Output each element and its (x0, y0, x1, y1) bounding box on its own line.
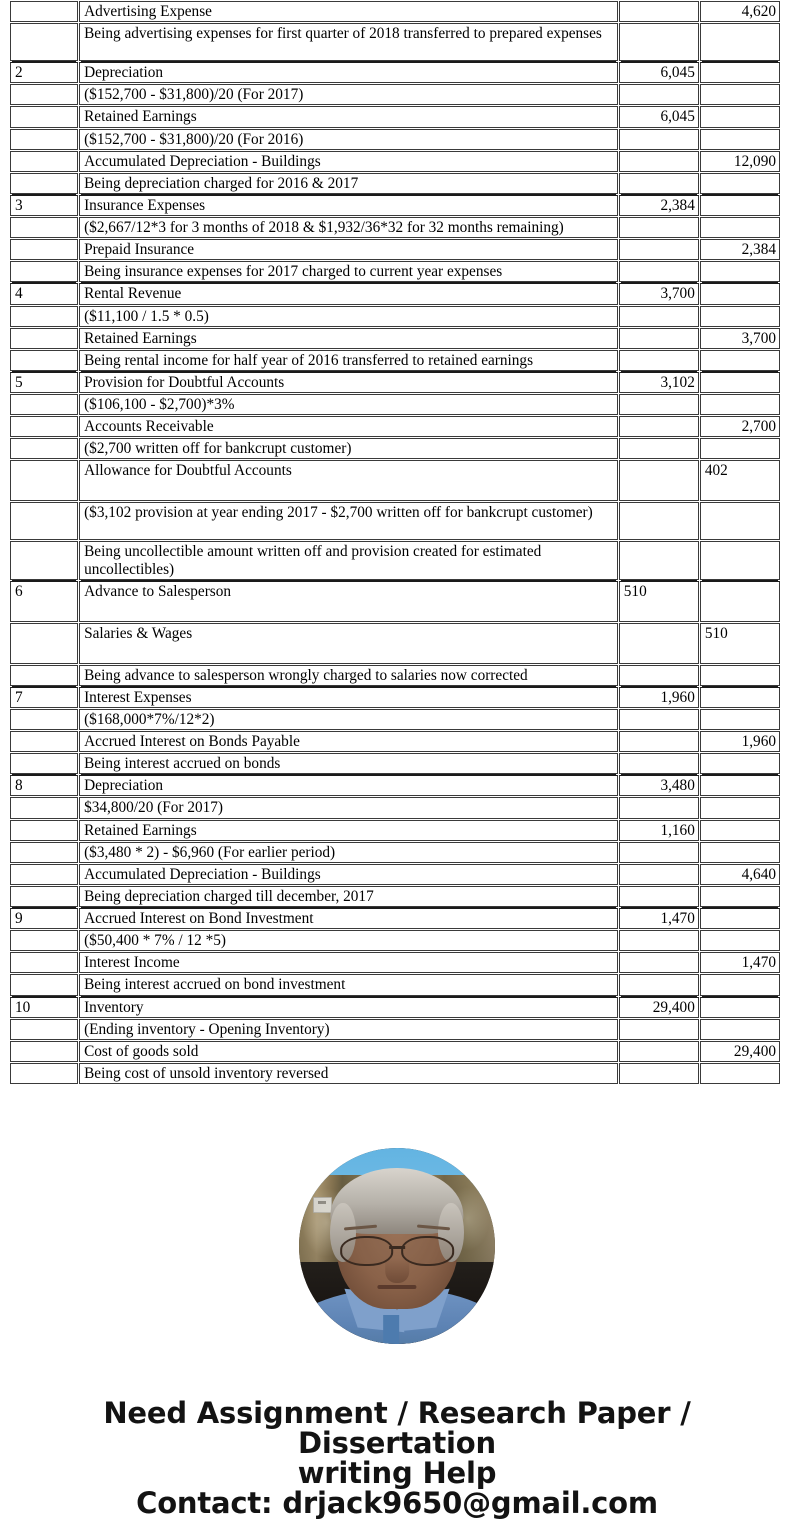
journal-row (10, 106, 780, 127)
journal-row (10, 261, 780, 282)
footer-promo-text (0, 1398, 794, 1519)
journal-cell-debit (619, 623, 699, 664)
journal-row (10, 930, 780, 951)
journal-cell-credit: 3,700 (700, 328, 780, 349)
journal-cell-number (10, 306, 78, 327)
journal-cell-description: Being depreciation charged till december, 2017 (79, 886, 618, 907)
journal-row (10, 842, 780, 863)
journal-cell-description: Interest Expenses (79, 687, 618, 708)
journal-cell-credit (700, 997, 780, 1018)
journal-cell-description: Depreciation (79, 775, 618, 796)
journal-cell-credit (700, 372, 780, 393)
journal-cell-description: ($3,102 provision at year ending 2017 - $2,700 written off for bankcrupt customer) (79, 502, 618, 540)
journal-cell-debit: 2,384 (619, 195, 699, 216)
journal-cell-credit: 510 (700, 623, 780, 664)
journal-cell-debit (619, 328, 699, 349)
journal-row (10, 438, 780, 459)
journal-cell-number (10, 842, 78, 863)
journal-cell-debit (619, 394, 699, 415)
journal-cell-number: 7 (10, 687, 78, 708)
journal-entries-table (9, 0, 781, 1085)
journal-cell-number (10, 394, 78, 415)
journal-row (10, 502, 780, 540)
avatar (299, 1148, 495, 1344)
journal-cell-number (10, 173, 78, 194)
journal-cell-number (10, 974, 78, 995)
journal-cell-debit: 510 (619, 581, 699, 622)
journal-cell-number (10, 753, 78, 774)
journal-cell-number (10, 261, 78, 282)
journal-row (10, 306, 780, 327)
journal-cell-debit: 3,102 (619, 372, 699, 393)
journal-cell-credit: 4,620 (700, 1, 780, 22)
journal-row (10, 541, 780, 579)
journal-cell-description: Being rental income for half year of 2016 transferred to retained earnings (79, 350, 618, 371)
journal-cell-description: Advertising Expense (79, 1, 618, 22)
journal-cell-credit (700, 797, 780, 818)
journal-cell-credit: 12,090 (700, 151, 780, 172)
journal-row (10, 687, 780, 708)
footer-line-2: writing Help (297, 1456, 497, 1491)
journal-cell-credit (700, 23, 780, 61)
journal-cell-credit (700, 908, 780, 929)
journal-row (10, 581, 780, 622)
journal-cell-credit (700, 541, 780, 579)
journal-row (10, 460, 780, 501)
journal-cell-credit (700, 62, 780, 83)
journal-cell-number: 10 (10, 997, 78, 1018)
journal-cell-credit (700, 1063, 780, 1084)
journal-cell-description: ($2,667/12*3 for 3 months of 2018 & $1,932/36*32 for 32 months remaining) (79, 217, 618, 238)
journal-row (10, 753, 780, 774)
journal-cell-description: Depreciation (79, 62, 618, 83)
journal-cell-credit: 2,384 (700, 239, 780, 260)
journal-row (10, 84, 780, 105)
journal-row (10, 731, 780, 752)
journal-cell-debit (619, 1, 699, 22)
journal-cell-number (10, 1041, 78, 1062)
journal-row (10, 23, 780, 61)
journal-cell-credit (700, 709, 780, 730)
journal-cell-credit (700, 261, 780, 282)
journal-cell-description: Retained Earnings (79, 328, 618, 349)
journal-cell-credit (700, 283, 780, 304)
journal-cell-description: ($152,700 - $31,800)/20 (For 2016) (79, 129, 618, 150)
photo-block (0, 1148, 794, 1349)
journal-table-body (10, 1, 780, 1084)
journal-cell-description: Being advance to salesperson wrongly charged to salaries now corrected (79, 665, 618, 686)
journal-cell-number (10, 731, 78, 752)
journal-cell-description: Retained Earnings (79, 820, 618, 841)
journal-cell-description: Being cost of unsold inventory reversed (79, 1063, 618, 1084)
journal-cell-description: Allowance for Doubtful Accounts (79, 460, 618, 501)
journal-cell-description: Accumulated Depreciation - Buildings (79, 864, 618, 885)
journal-cell-credit (700, 350, 780, 371)
journal-cell-debit (619, 797, 699, 818)
journal-cell-debit (619, 974, 699, 995)
journal-cell-number (10, 129, 78, 150)
journal-row (10, 239, 780, 260)
footer-line-3: Contact: drjack9650@gmail.com (136, 1486, 658, 1521)
journal-row (10, 195, 780, 216)
journal-cell-number (10, 709, 78, 730)
journal-cell-debit (619, 1019, 699, 1040)
journal-cell-debit: 1,470 (619, 908, 699, 929)
journal-cell-number (10, 502, 78, 540)
journal-row (10, 217, 780, 238)
journal-entries-table-wrapper (9, 0, 781, 1085)
journal-cell-credit (700, 753, 780, 774)
journal-cell-number (10, 460, 78, 501)
journal-cell-number (10, 239, 78, 260)
footer-line-1: Need Assignment / Research Paper / Dissertation (103, 1396, 691, 1461)
journal-row (10, 665, 780, 686)
journal-cell-description: Advance to Salesperson (79, 581, 618, 622)
journal-cell-debit (619, 239, 699, 260)
journal-cell-description: Accrued Interest on Bonds Payable (79, 731, 618, 752)
journal-row (10, 908, 780, 929)
journal-row (10, 709, 780, 730)
journal-cell-number (10, 416, 78, 437)
journal-cell-number (10, 151, 78, 172)
journal-cell-credit (700, 438, 780, 459)
journal-cell-debit: 1,960 (619, 687, 699, 708)
journal-cell-credit (700, 974, 780, 995)
journal-row (10, 173, 780, 194)
journal-cell-number (10, 1019, 78, 1040)
journal-cell-debit (619, 306, 699, 327)
person-nose (385, 1258, 409, 1283)
journal-cell-debit (619, 23, 699, 61)
journal-cell-debit (619, 709, 699, 730)
journal-cell-debit (619, 665, 699, 686)
journal-row (10, 372, 780, 393)
journal-cell-description: Being depreciation charged for 2016 & 2017 (79, 173, 618, 194)
journal-row (10, 151, 780, 172)
journal-cell-credit (700, 687, 780, 708)
journal-cell-credit (700, 581, 780, 622)
journal-cell-number (10, 350, 78, 371)
journal-cell-description: ($11,100 / 1.5 * 0.5) (79, 306, 618, 327)
journal-cell-debit (619, 864, 699, 885)
journal-row (10, 283, 780, 304)
journal-cell-debit (619, 886, 699, 907)
journal-cell-number (10, 217, 78, 238)
journal-row (10, 1019, 780, 1040)
journal-cell-description: ($152,700 - $31,800)/20 (For 2017) (79, 84, 618, 105)
journal-cell-credit: 4,640 (700, 864, 780, 885)
journal-row (10, 1041, 780, 1062)
journal-cell-debit (619, 151, 699, 172)
journal-cell-credit (700, 842, 780, 863)
journal-cell-number (10, 797, 78, 818)
journal-cell-number (10, 886, 78, 907)
journal-row (10, 886, 780, 907)
journal-cell-description: Provision for Doubtful Accounts (79, 372, 618, 393)
journal-cell-debit: 6,045 (619, 106, 699, 127)
journal-row (10, 350, 780, 371)
journal-cell-credit: 1,470 (700, 952, 780, 973)
journal-cell-description: Rental Revenue (79, 283, 618, 304)
journal-cell-credit (700, 665, 780, 686)
journal-cell-debit (619, 930, 699, 951)
journal-row (10, 623, 780, 664)
journal-cell-debit (619, 731, 699, 752)
journal-cell-description: Insurance Expenses (79, 195, 618, 216)
journal-cell-description: Accumulated Depreciation - Buildings (79, 151, 618, 172)
journal-cell-number (10, 23, 78, 61)
journal-cell-number: 4 (10, 283, 78, 304)
journal-cell-debit (619, 350, 699, 371)
journal-cell-debit (619, 460, 699, 501)
journal-row (10, 394, 780, 415)
journal-cell-number (10, 820, 78, 841)
journal-row (10, 952, 780, 973)
journal-cell-debit (619, 217, 699, 238)
journal-cell-description: Being advertising expenses for first quarter of 2018 transferred to prepared expenses (79, 23, 618, 61)
journal-cell-debit (619, 502, 699, 540)
journal-cell-description: Salaries & Wages (79, 623, 618, 664)
journal-cell-description: Retained Earnings (79, 106, 618, 127)
journal-cell-number (10, 1063, 78, 1084)
wall-switch-icon (313, 1197, 333, 1213)
journal-cell-number: 3 (10, 195, 78, 216)
journal-cell-debit: 3,480 (619, 775, 699, 796)
journal-row (10, 129, 780, 150)
journal-cell-description: ($3,480 * 2) - $6,960 (For earlier period) (79, 842, 618, 863)
journal-cell-debit (619, 173, 699, 194)
journal-cell-description: Being interest accrued on bonds (79, 753, 618, 774)
journal-cell-credit (700, 1019, 780, 1040)
journal-cell-number (10, 106, 78, 127)
journal-cell-debit (619, 952, 699, 973)
journal-cell-number (10, 930, 78, 951)
journal-cell-credit: 29,400 (700, 1041, 780, 1062)
journal-cell-number: 2 (10, 62, 78, 83)
journal-cell-description: $34,800/20 (For 2017) (79, 797, 618, 818)
journal-cell-debit: 3,700 (619, 283, 699, 304)
journal-cell-debit (619, 129, 699, 150)
journal-row (10, 797, 780, 818)
journal-cell-credit (700, 394, 780, 415)
journal-cell-description: Being interest accrued on bond investment (79, 974, 618, 995)
journal-cell-number (10, 541, 78, 579)
journal-row (10, 864, 780, 885)
journal-cell-number (10, 665, 78, 686)
journal-cell-credit (700, 306, 780, 327)
journal-cell-debit (619, 753, 699, 774)
journal-row (10, 974, 780, 995)
journal-cell-number: 9 (10, 908, 78, 929)
journal-cell-number (10, 1, 78, 22)
journal-cell-debit: 29,400 (619, 997, 699, 1018)
person-tie (383, 1315, 399, 1344)
journal-cell-description: ($50,400 * 7% / 12 *5) (79, 930, 618, 951)
journal-cell-debit (619, 84, 699, 105)
journal-cell-number: 6 (10, 581, 78, 622)
journal-cell-description: Interest Income (79, 952, 618, 973)
journal-cell-debit (619, 541, 699, 579)
journal-row (10, 997, 780, 1018)
journal-cell-credit (700, 775, 780, 796)
journal-row (10, 775, 780, 796)
journal-cell-description: Prepaid Insurance (79, 239, 618, 260)
journal-cell-credit (700, 217, 780, 238)
journal-cell-credit: 2,700 (700, 416, 780, 437)
eyeglass-bridge (389, 1246, 405, 1248)
journal-row (10, 328, 780, 349)
journal-cell-description: ($2,700 written off for bankcrupt customer) (79, 438, 618, 459)
journal-cell-description: Accounts Receivable (79, 416, 618, 437)
journal-cell-description: Being insurance expenses for 2017 charged to current year expenses (79, 261, 618, 282)
journal-cell-debit: 6,045 (619, 62, 699, 83)
journal-row (10, 1, 780, 22)
journal-cell-description: ($106,100 - $2,700)*3% (79, 394, 618, 415)
journal-cell-number (10, 623, 78, 664)
journal-cell-description: (Ending inventory - Opening Inventory) (79, 1019, 618, 1040)
journal-cell-debit (619, 416, 699, 437)
journal-cell-credit: 402 (700, 460, 780, 501)
journal-cell-number (10, 328, 78, 349)
journal-cell-credit (700, 820, 780, 841)
journal-cell-credit (700, 173, 780, 194)
journal-cell-number (10, 84, 78, 105)
journal-cell-debit (619, 1041, 699, 1062)
journal-cell-credit (700, 84, 780, 105)
journal-row (10, 820, 780, 841)
journal-cell-credit (700, 106, 780, 127)
journal-cell-debit (619, 261, 699, 282)
journal-cell-credit (700, 886, 780, 907)
journal-cell-description: Cost of goods sold (79, 1041, 618, 1062)
journal-cell-debit (619, 1063, 699, 1084)
journal-cell-debit (619, 842, 699, 863)
journal-cell-credit (700, 930, 780, 951)
journal-row (10, 62, 780, 83)
journal-cell-credit (700, 502, 780, 540)
journal-cell-credit: 1,960 (700, 731, 780, 752)
eyeglass-lens-right (401, 1236, 454, 1265)
journal-row (10, 416, 780, 437)
journal-row (10, 1063, 780, 1084)
journal-cell-description: ($168,000*7%/12*2) (79, 709, 618, 730)
journal-cell-description: Being uncollectible amount written off and provision created for estimated uncollectibles) (79, 541, 618, 579)
journal-cell-description: Inventory (79, 997, 618, 1018)
journal-cell-number (10, 438, 78, 459)
person-mouth (377, 1285, 416, 1289)
journal-cell-credit (700, 195, 780, 216)
journal-cell-number (10, 952, 78, 973)
journal-cell-number: 8 (10, 775, 78, 796)
journal-cell-debit: 1,160 (619, 820, 699, 841)
journal-cell-description: Accrued Interest on Bond Investment (79, 908, 618, 929)
journal-cell-debit (619, 438, 699, 459)
journal-cell-credit (700, 129, 780, 150)
journal-cell-number (10, 864, 78, 885)
journal-cell-number: 5 (10, 372, 78, 393)
